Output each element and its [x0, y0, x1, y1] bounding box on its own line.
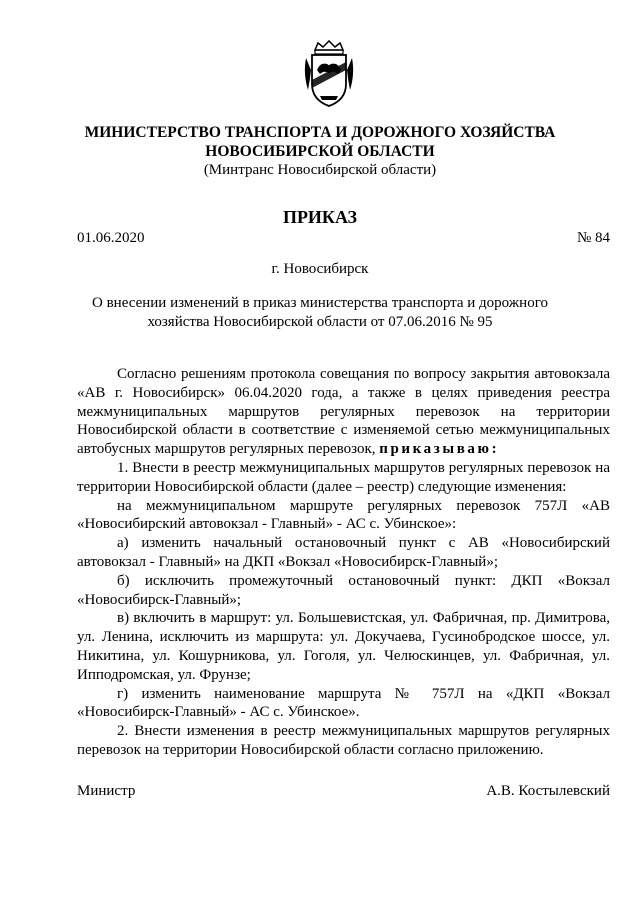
ministry-short-name: (Минтранс Новосибирской области) — [203, 162, 437, 178]
item-1: 1. Внести в реестр межмуниципальных маршрутов регулярных перевозок на территории Новосибирской области (далее – реестр) следующие изменения: — [77, 459, 610, 495]
item-1-d: г) изменить наименование маршрута № 757Л на «ДКП «Вокзал «Новосибирск-Главный» - АС с. Убинское». — [77, 685, 610, 721]
item-2: 2. Внести изменения в реестр межмуниципальных маршрутов регулярных перевозок на территории Новосибирской области согласно приложению. — [77, 723, 610, 758]
item-1-a: а) изменить начальный остановочный пункт с АВ «Новосибирский автовокзал - Главный» на ДКП «Вокзал «Новосибирск-Главный»; — [77, 535, 610, 570]
intro-text: Согласно решениям протокола совещания по вопросу закрытия автовокзала «АВ г. Новосибирск» 06.04.2020 года, а также в целях приведения реестра межмуниципальных маршрутов регулярных перевозок на территории Новосибирской области в соответствие с изменяемой сетью межмуниципальных автобусных маршрутов регулярных перевозок, — [77, 366, 610, 458]
novosibirsk-coat-of-arms-icon — [302, 40, 356, 108]
ministry-name-line1: МИНИСТЕРСТВО ТРАНСПОРТА И ДОРОЖНОГО ХОЗЯЙСТВА — [84, 124, 556, 141]
order-city: г. Новосибирск — [271, 261, 369, 277]
item-1-route: на межмуниципальном маршруте регулярных перевозок 757Л «АВ «Новосибирский автовокзал - Главный» - АС с. Убинское»: — [77, 497, 610, 533]
document-body — [77, 365, 610, 760]
order-subject — [0, 294, 640, 332]
order-word: приказываю: — [379, 441, 500, 458]
item-1-b: б) исключить промежуточный остановочный пункт: ДКП «Вокзал «Новосибирск-Главный»; — [77, 572, 610, 608]
item-1-c: в) включить в маршрут: ул. Большевистская, ул. Фабричная, пр. Димитрова, ул. Ленина, исключить из маршрута: ул. Докучаева, Гусинобродское шоссе, ул. Никитина, ул. Кошурникова, ул. Гоголя, ул. Челюскинцев, ул. Фабричная, ул. Ипподромская, ул. Фрунзе; — [77, 610, 610, 683]
ministry-name-line2: НОВОСИБИРСКОЙ ОБЛАСТИ — [205, 143, 435, 160]
subject-line1: О внесении изменений в приказ министерства транспорта и дорожного — [92, 295, 548, 311]
order-number: № 84 — [576, 230, 610, 246]
subject-line2: хозяйства Новосибирской области от 07.06.2016 № 95 — [147, 314, 493, 330]
signature-name: А.В. Костылевский — [486, 783, 610, 799]
order-date: 01.06.2020 — [77, 230, 145, 246]
document-title: ПРИКАЗ — [282, 207, 358, 227]
signature-role: Министр — [77, 783, 136, 799]
intro-paragraph — [77, 365, 610, 459]
